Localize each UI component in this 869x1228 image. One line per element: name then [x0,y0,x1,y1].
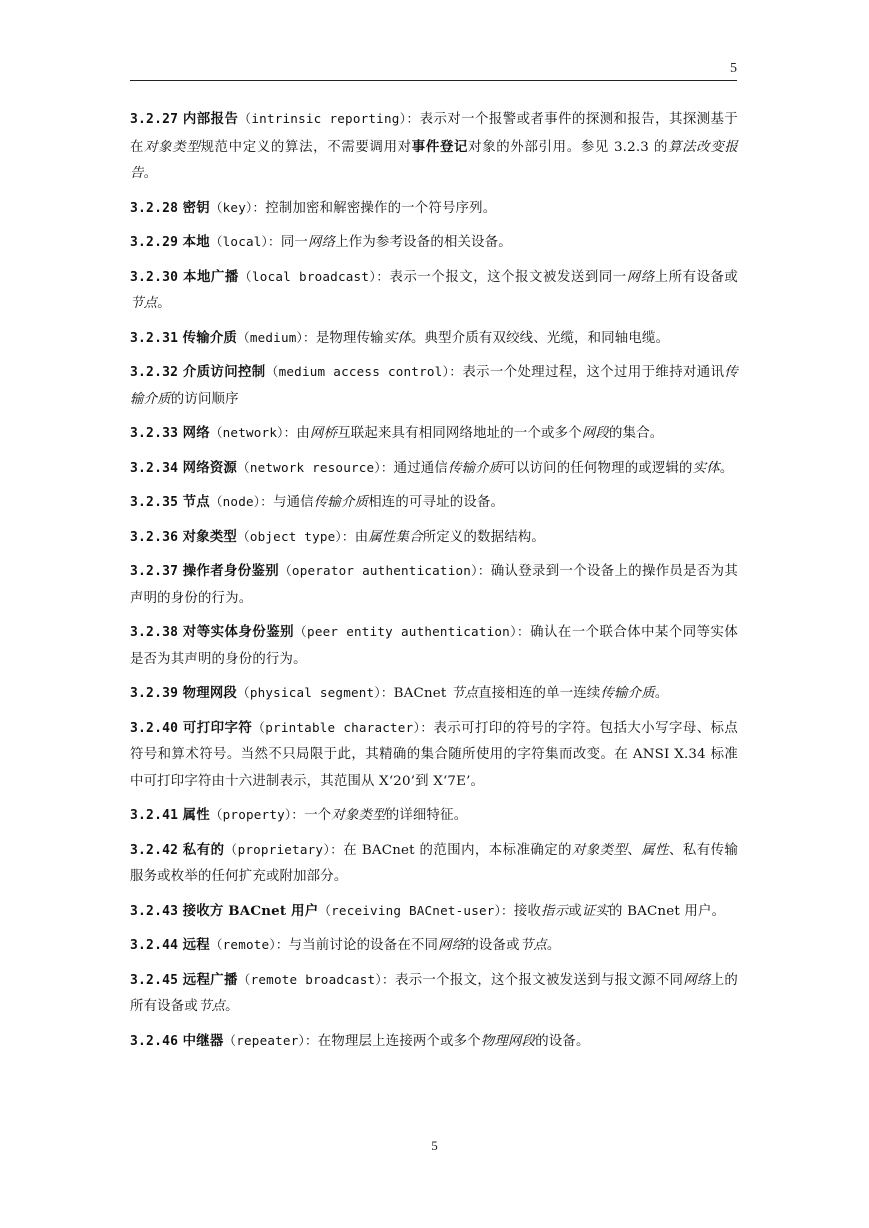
definition-number: 3.2.41 [130,808,179,823]
definition-text-italic: 节点 [519,938,547,953]
definition-number: 3.2.36 [130,529,179,545]
definition-term-en: key [222,199,246,215]
definitions-list [130,106,738,1062]
definition-text: 。 [157,296,171,311]
definition-text: 的集合。 [609,426,664,441]
definition-text-italic: 对象类型 [571,842,628,858]
definition-term-en: medium access control [278,364,443,379]
definition-text-italic: 算法改变报告 [130,139,739,181]
definition-text-italic: 属性集合 [368,529,423,545]
definition-term: 物理网段 [182,685,238,701]
definition-3-2-35: 3.2.35 节点（node）：与通信传输介质相连的可寻址的设备。 [130,494,505,510]
definition-text: 直接相连的单一连续 [478,686,601,701]
definition-text-bold: 事件登记 [411,138,469,155]
definition-text: 表示一个处理过程，这个过用于维持对通讯 [462,365,725,380]
definition-term-en: remote broadcast [250,971,376,987]
definition-text: 表示可打印的符号的字符。包括大小写字母、标点符号和算术符号。当然不只局限于此，其精确的集合随所使用的字符集而改变。在 ANSI X.34 标准中可打印字符由十六进制表示，其范围从 X‘20’到 X‘7E’。 [130,720,738,789]
header-rule [130,80,737,81]
definition-number: 3.2.29 [130,235,179,250]
definition-text: 的详细特征。 [385,808,468,823]
definition-text: 一个 [304,808,332,823]
definition-term-en: property [222,807,285,822]
definition-text-italic: 网络 [308,235,336,250]
definition-text: 通过通信 [393,460,448,476]
definition-text: 。典型介质有双绞线、光缆，和同轴电缆。 [410,330,670,346]
definition-3-2-39: 3.2.39 物理网段（physical segment）：BACnet 节点直接相连的单一连续传输介质。 [130,685,669,701]
definition-text-italic: 对象类型 [144,139,201,155]
definition-number: 3.2.34 [130,460,179,476]
definition-text-italic: 网络 [683,972,711,988]
definition-term: 节点 [182,494,210,510]
definition-text: 。 [546,938,561,953]
definition-term: 对等实体身份鉴别 [182,624,294,640]
definition-text: 的设备或 [465,938,520,953]
definition-text-italic: 传输介质 [313,495,369,510]
definition-3-2-37: 3.2.37 操作者身份鉴别（operator authentication）：确认登录到一个设备上的操作员是否为其声明的身份的行为。 [130,563,738,606]
definition-term: 操作者身份鉴别 [182,563,279,579]
definition-text-italic: 传输介质 [600,686,655,701]
definition-term: 可打印字符 [182,719,253,736]
definition-term-en: operator authentication [291,563,472,578]
definition-text: 与通信 [273,495,314,510]
definition-term-en: physical segment [249,685,375,700]
definition-3-2-28: 3.2.28 密钥（key）：控制加密和解密操作的一个符号序列。 [130,199,497,216]
definition-term-en: intrinsic reporting [251,111,400,126]
definition-text-italic: 网络 [626,269,655,285]
definition-term-en: printable character [265,719,414,735]
definition-term-en: object type [249,528,336,544]
definition-number: 3.2.44 [130,938,179,953]
definition-text-italic: 节点 [197,999,226,1014]
definition-term: 密钥 [182,199,210,216]
definition-number: 3.2.43 [130,903,179,919]
definition-term-en: repeater [236,1032,299,1048]
definition-term: 本地 [182,234,210,250]
definition-text-italic: 证实 [581,903,610,919]
definition-3-2-29: 3.2.29 本地（local）：同一网络上作为参考设备的相关设备。 [130,234,512,250]
definition-term: 传输介质 [182,329,238,346]
definition-number: 3.2.40 [130,720,179,736]
definition-text: 或 [568,903,582,919]
definition-3-2-40: 3.2.40 可打印字符（printable character）：表示可打印的符号的字符。包括大小写字母、标点符号和算术符号。当然不只局限于此，其精确的集合随所使用的字符集而改变。在 ANSI X.34 标准中可打印字符由十六进制表示，其范围从 X‘20’到 X‘7E’。 [130,719,738,789]
definition-term: 属性 [182,807,210,823]
definition-term-en: proprietary [237,841,324,857]
definition-3-2-43: 3.2.43 接收方 BACnet 用户（receiving BACnet-user）：接收指示或证实的 BACnet 用户。 [130,902,726,919]
definition-text: 可以访问的任何物理的或逻辑的 [502,460,693,476]
definition-3-2-42: 3.2.42 私有的（proprietary）：在 BACnet 的范围内，本标准确定的对象类型、属性、私有传输服务或枚举的任何扩充或附加部分。 [130,841,739,884]
definition-text: 接收 [513,903,542,919]
definition-text: 所定义的数据结构。 [422,529,546,545]
definition-3-2-44: 3.2.44 远程（remote）：与当前讨论的设备在不同网络的设备或节点。 [130,937,561,953]
definition-text: 在物理层上连接两个或多个 [317,1033,481,1049]
definition-text: 互联起来具有相同网络地址的一个或多个 [337,426,582,441]
definition-number: 3.2.37 [130,564,179,579]
definition-number: 3.2.27 [130,112,179,127]
definition-number: 3.2.42 [130,842,179,858]
definition-text-italic: 属性 [641,842,670,858]
definition-text: BACnet [393,686,451,701]
definition-3-2-33: 3.2.33 网络（network）：由网桥互联起来具有相同网络地址的一个或多个网段的集合。 [130,425,664,441]
definition-text-italic: 网桥 [310,426,338,441]
definition-text: 确认在一个联合体中某个同等实体是否为其声明的身份的行为。 [130,625,739,667]
definition-text: 的设备。 [535,1033,590,1049]
definition-text-italic: 节点 [450,686,479,701]
definition-term: 远程 [182,937,210,953]
definition-text: 规范中定义的算法，不需要调用对 [200,139,412,155]
definition-3-2-30: 3.2.30 本地广播（local broadcast）：表示一个报文，这个报文被发送到同一网络上所有设备或节点。 [130,268,739,311]
definition-text: 由 [354,529,369,545]
definition-text: 表示一个报文，这个报文被发送到同一 [389,269,627,285]
definition-number: 3.2.31 [130,330,179,346]
definition-text: 表示一个报文，这个报文被发送到与报文源不同 [394,972,684,988]
definition-term-en: receiving BACnet-user [331,902,495,918]
definition-text: 相连的可寻址的设备。 [368,495,505,510]
definition-text: 表示对一个报警或者事件的探测和报告，其探测基于在 [130,112,738,155]
definition-text: 与当前讨论的设备在不同 [288,938,439,953]
definition-3-2-46: 3.2.46 中继器（repeater）：在物理层上连接两个或多个物理网段的设备。 [130,1032,590,1049]
definition-term-en: network [222,425,278,440]
definition-text: 确认登录到一个设备上的操作员是否为其声明的身份的行为。 [130,564,738,606]
definition-text-italic: 网段 [581,426,610,441]
definition-text-italic: 指示 [541,903,569,919]
definition-text-italic: 传输介质 [448,460,503,476]
definition-term: 网络 [182,425,210,441]
definition-term-en: peer entity authentication [307,624,510,639]
definition-3-2-41: 3.2.41 属性（property）：一个对象类型的详细特征。 [130,807,468,823]
definition-term: 网络资源 [182,459,238,476]
definition-text: 在 BACnet 的范围内，本标准确定的 [343,842,572,858]
definition-text: 是物理传输 [315,330,384,346]
definition-term: 介质访问控制 [182,364,266,380]
definition-text: 。 [654,686,669,701]
definition-number: 3.2.35 [130,495,179,510]
definition-text: 、私有传输服务或枚举的任何扩充或附加部分。 [130,842,739,884]
definition-text: 。 [719,460,734,476]
definition-number: 3.2.45 [130,972,179,988]
definition-term: 内部报告 [182,111,239,127]
definition-term: 对象类型 [182,528,238,545]
definition-number: 3.2.32 [130,365,179,380]
definition-term-en: node [222,494,254,509]
definition-text: 。 [143,166,158,181]
definition-text: 由 [296,426,310,441]
definition-term-en: local broadcast [252,268,370,284]
definition-text: 上的所有设备或 [130,972,738,1014]
definition-text: 控制加密和解密操作的一个符号序列。 [265,200,497,216]
definition-text: 上所有设备或 [654,269,739,285]
definition-3-2-45: 3.2.45 远程广播（remote broadcast）：表示一个报文，这个报文被发送到与报文源不同网络上的所有设备或节点。 [130,971,738,1014]
definition-term: 接收方 BACnet 用户 [182,902,319,919]
definition-number: 3.2.33 [130,426,179,441]
definition-text: 同一 [280,235,309,250]
definition-term: 中继器 [182,1032,224,1049]
definition-text: 上作为参考设备的相关设备。 [335,235,512,250]
definition-text: 、 [627,842,642,858]
definition-3-2-36: 3.2.36 对象类型（object type）：由属性集合所定义的数据结构。 [130,528,546,545]
definition-text: 的 BACnet 用户。 [609,903,726,919]
header-page-number: 5 [730,61,737,76]
definition-number: 3.2.46 [130,1033,179,1049]
definition-text-italic: 物理网段 [480,1033,536,1049]
definition-text-italic: 网络 [438,938,466,953]
definition-text: 的访问顺序 [170,391,239,407]
footer-page-number: 5 [431,1138,438,1153]
definition-text-italic: 实体 [692,460,720,476]
definition-number: 3.2.38 [130,625,179,640]
definition-3-2-31: 3.2.31 传输介质（medium）：是物理传输实体。典型介质有双绞线、光缆，和同轴电缆。 [130,329,670,346]
definition-term: 远程广播 [182,971,238,988]
definition-text-italic: 实体 [383,330,411,346]
definition-3-2-38: 3.2.38 对等实体身份鉴别（peer entity authentication）：确认在一个联合体中某个同等实体是否为其声明的身份的行为。 [130,624,739,667]
definition-text-italic: 传输介质 [130,365,738,407]
definition-number: 3.2.30 [130,269,179,285]
definition-3-2-34: 3.2.34 网络资源（network resource）：通过通信传输介质可以访问的任何物理的或逻辑的实体。 [130,459,734,476]
definition-term-en: local [222,234,262,249]
definition-term-en: remote [222,937,270,952]
definition-term: 私有的 [182,841,225,858]
definition-text-italic: 对象类型 [331,808,386,823]
definition-term: 本地广播 [183,268,239,285]
definition-3-2-32: 3.2.32 介质访问控制（medium access control）：表示一个处理过程，这个过用于维持对通讯传输介质的访问顺序 [130,364,738,407]
definition-term-en: network resource [249,459,375,475]
definition-term-en: medium [249,329,297,345]
definition-text-italic: 节点 [130,296,158,311]
definition-3-2-27: 3.2.27 内部报告（intrinsic reporting）：表示对一个报警或者事件的探测和报告，其探测基于在对象类型规范中定义的算法，不需要调用对事件登记对象的外部引用。参见 3.2.3 的算法改变报告。 [130,111,739,181]
definition-text: 。 [225,999,239,1014]
definition-text: 对象的外部引用。参见 3.2.3 的 [468,139,669,155]
definition-number: 3.2.28 [130,200,179,216]
definition-number: 3.2.39 [130,686,179,701]
